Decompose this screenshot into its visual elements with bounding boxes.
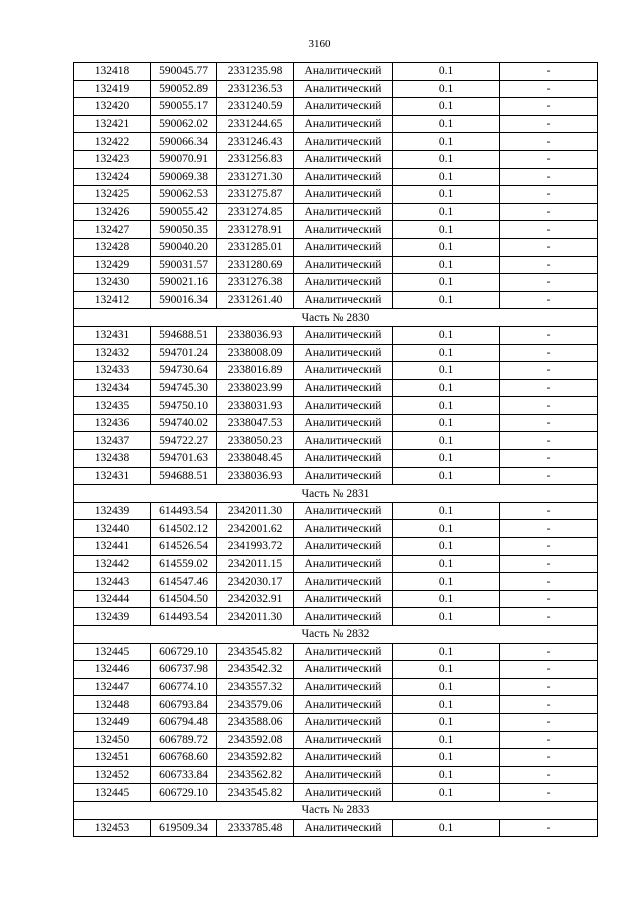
x-coordinate-cell: 590055.17 [151, 98, 217, 116]
table-row [74, 696, 598, 714]
y-coordinate-cell: 2331276.38 [217, 274, 294, 292]
method-cell: Аналитический [294, 573, 393, 591]
note-cell: - [500, 326, 598, 344]
method-cell: Аналитический [294, 221, 393, 239]
accuracy-cell: 0.1 [393, 766, 500, 784]
y-coordinate-cell: 2343545.82 [217, 784, 294, 802]
table-row [74, 432, 598, 450]
accuracy-cell: 0.1 [393, 397, 500, 415]
method-cell: Аналитический [294, 661, 393, 679]
y-coordinate-cell: 2342011.15 [217, 555, 294, 573]
y-coordinate-cell: 2342011.30 [217, 502, 294, 520]
method-cell: Аналитический [294, 784, 393, 802]
point-id-cell: 132443 [74, 573, 151, 591]
table-row [74, 326, 598, 344]
method-cell: Аналитический [294, 502, 393, 520]
table-row [74, 784, 598, 802]
method-cell: Аналитический [294, 432, 393, 450]
note-cell: - [500, 749, 598, 767]
note-cell: - [500, 573, 598, 591]
method-cell: Аналитический [294, 766, 393, 784]
x-coordinate-cell: 590021.16 [151, 274, 217, 292]
table-row [74, 186, 598, 204]
note-cell: - [500, 766, 598, 784]
accuracy-cell: 0.1 [393, 502, 500, 520]
x-coordinate-cell: 606729.10 [151, 643, 217, 661]
method-cell: Аналитический [294, 749, 393, 767]
x-coordinate-cell: 594750.10 [151, 397, 217, 415]
y-coordinate-cell: 2338036.93 [217, 467, 294, 485]
point-id-cell: 132419 [74, 80, 151, 98]
x-coordinate-cell: 590050.35 [151, 221, 217, 239]
table-row [74, 749, 598, 767]
note-cell: - [500, 221, 598, 239]
point-id-cell: 132423 [74, 150, 151, 168]
accuracy-cell: 0.1 [393, 238, 500, 256]
x-coordinate-cell: 590062.53 [151, 186, 217, 204]
method-cell: Аналитический [294, 520, 393, 538]
table-row [74, 203, 598, 221]
x-coordinate-cell: 590016.34 [151, 291, 217, 309]
x-coordinate-cell: 590066.34 [151, 133, 217, 151]
table-row [74, 414, 598, 432]
note-cell: - [500, 63, 598, 81]
table-row [74, 362, 598, 380]
point-id-cell: 132439 [74, 502, 151, 520]
y-coordinate-cell: 2343562.82 [217, 766, 294, 784]
note-cell: - [500, 238, 598, 256]
note-cell: - [500, 678, 598, 696]
note-cell: - [500, 168, 598, 186]
x-coordinate-cell: 606789.72 [151, 731, 217, 749]
coordinates-table [73, 62, 598, 837]
point-id-cell: 132448 [74, 696, 151, 714]
x-coordinate-cell: 590069.38 [151, 168, 217, 186]
y-coordinate-cell: 2338036.93 [217, 326, 294, 344]
page-number: 3160 [308, 38, 331, 50]
method-cell: Аналитический [294, 379, 393, 397]
point-id-cell: 132427 [74, 221, 151, 239]
point-id-cell: 132445 [74, 643, 151, 661]
table-row [74, 274, 598, 292]
table-row [74, 643, 598, 661]
table-row [74, 713, 598, 731]
x-coordinate-cell: 594701.24 [151, 344, 217, 362]
note-cell: - [500, 555, 598, 573]
x-coordinate-cell: 606737.98 [151, 661, 217, 679]
method-cell: Аналитический [294, 238, 393, 256]
accuracy-cell: 0.1 [393, 98, 500, 116]
note-cell: - [500, 713, 598, 731]
accuracy-cell: 0.1 [393, 608, 500, 626]
accuracy-cell: 0.1 [393, 450, 500, 468]
accuracy-cell: 0.1 [393, 573, 500, 591]
point-id-cell: 132421 [74, 115, 151, 133]
accuracy-cell: 0.1 [393, 326, 500, 344]
method-cell: Аналитический [294, 608, 393, 626]
note-cell: - [500, 115, 598, 133]
accuracy-cell: 0.1 [393, 256, 500, 274]
note-cell: - [500, 520, 598, 538]
note-cell: - [500, 256, 598, 274]
y-coordinate-cell: 2343542.32 [217, 661, 294, 679]
accuracy-cell: 0.1 [393, 344, 500, 362]
x-coordinate-cell: 606729.10 [151, 784, 217, 802]
x-coordinate-cell: 606794.48 [151, 713, 217, 731]
y-coordinate-cell: 2331285.01 [217, 238, 294, 256]
note-cell: - [500, 133, 598, 151]
method-cell: Аналитический [294, 643, 393, 661]
x-coordinate-cell: 590045.77 [151, 63, 217, 81]
accuracy-cell: 0.1 [393, 467, 500, 485]
accuracy-cell: 0.1 [393, 168, 500, 186]
point-id-cell: 132444 [74, 590, 151, 608]
point-id-cell: 132424 [74, 168, 151, 186]
x-coordinate-cell: 614493.54 [151, 608, 217, 626]
y-coordinate-cell: 2331246.43 [217, 133, 294, 151]
section-header-row [74, 485, 598, 503]
x-coordinate-cell: 606733.84 [151, 766, 217, 784]
x-coordinate-cell: 614502.12 [151, 520, 217, 538]
accuracy-cell: 0.1 [393, 414, 500, 432]
y-coordinate-cell: 2343588.06 [217, 713, 294, 731]
method-cell: Аналитический [294, 133, 393, 151]
table-row [74, 502, 598, 520]
point-id-cell: 132440 [74, 520, 151, 538]
accuracy-cell: 0.1 [393, 520, 500, 538]
y-coordinate-cell: 2331261.40 [217, 291, 294, 309]
point-id-cell: 132435 [74, 397, 151, 415]
x-coordinate-cell: 614547.46 [151, 573, 217, 591]
y-coordinate-cell: 2331271.30 [217, 168, 294, 186]
point-id-cell: 132434 [74, 379, 151, 397]
accuracy-cell: 0.1 [393, 555, 500, 573]
table-row [74, 678, 598, 696]
point-id-cell: 132446 [74, 661, 151, 679]
method-cell: Аналитический [294, 80, 393, 98]
point-id-cell: 132450 [74, 731, 151, 749]
table-row [74, 731, 598, 749]
note-cell: - [500, 643, 598, 661]
x-coordinate-cell: 590040.20 [151, 238, 217, 256]
x-coordinate-cell: 594688.51 [151, 467, 217, 485]
accuracy-cell: 0.1 [393, 221, 500, 239]
note-cell: - [500, 450, 598, 468]
accuracy-cell: 0.1 [393, 203, 500, 221]
accuracy-cell: 0.1 [393, 643, 500, 661]
note-cell: - [500, 819, 598, 837]
method-cell: Аналитический [294, 696, 393, 714]
method-cell: Аналитический [294, 256, 393, 274]
table-row [74, 661, 598, 679]
point-id-cell: 132441 [74, 538, 151, 556]
accuracy-cell: 0.1 [393, 784, 500, 802]
table-row [74, 133, 598, 151]
y-coordinate-cell: 2331278.91 [217, 221, 294, 239]
y-coordinate-cell: 2338047.53 [217, 414, 294, 432]
x-coordinate-cell: 614526.54 [151, 538, 217, 556]
section-header-row [74, 309, 598, 327]
note-cell: - [500, 432, 598, 450]
accuracy-cell: 0.1 [393, 538, 500, 556]
table-row [74, 520, 598, 538]
note-cell: - [500, 150, 598, 168]
section-header-label: Часть № 2833 [74, 801, 598, 819]
y-coordinate-cell: 2331274.85 [217, 203, 294, 221]
method-cell: Аналитический [294, 713, 393, 731]
point-id-cell: 132432 [74, 344, 151, 362]
accuracy-cell: 0.1 [393, 291, 500, 309]
note-cell: - [500, 608, 598, 626]
method-cell: Аналитический [294, 555, 393, 573]
accuracy-cell: 0.1 [393, 362, 500, 380]
y-coordinate-cell: 2342030.17 [217, 573, 294, 591]
y-coordinate-cell: 2343579.06 [217, 696, 294, 714]
point-id-cell: 132437 [74, 432, 151, 450]
note-cell: - [500, 696, 598, 714]
y-coordinate-cell: 2343592.82 [217, 749, 294, 767]
method-cell: Аналитический [294, 397, 393, 415]
y-coordinate-cell: 2331235.98 [217, 63, 294, 81]
note-cell: - [500, 502, 598, 520]
point-id-cell: 132433 [74, 362, 151, 380]
x-coordinate-cell: 594745.30 [151, 379, 217, 397]
y-coordinate-cell: 2331236.53 [217, 80, 294, 98]
table-row [74, 467, 598, 485]
table-row [74, 98, 598, 116]
accuracy-cell: 0.1 [393, 379, 500, 397]
point-id-cell: 132449 [74, 713, 151, 731]
y-coordinate-cell: 2338031.93 [217, 397, 294, 415]
point-id-cell: 132422 [74, 133, 151, 151]
method-cell: Аналитический [294, 150, 393, 168]
note-cell: - [500, 291, 598, 309]
section-header-label: Часть № 2830 [74, 309, 598, 327]
table-row [74, 538, 598, 556]
x-coordinate-cell: 590031.57 [151, 256, 217, 274]
method-cell: Аналитический [294, 291, 393, 309]
table-row [74, 397, 598, 415]
accuracy-cell: 0.1 [393, 661, 500, 679]
table-row [74, 379, 598, 397]
point-id-cell: 132431 [74, 326, 151, 344]
note-cell: - [500, 731, 598, 749]
method-cell: Аналитический [294, 203, 393, 221]
table-row [74, 573, 598, 591]
x-coordinate-cell: 614493.54 [151, 502, 217, 520]
table-row [74, 221, 598, 239]
accuracy-cell: 0.1 [393, 713, 500, 731]
method-cell: Аналитический [294, 326, 393, 344]
method-cell: Аналитический [294, 98, 393, 116]
note-cell: - [500, 344, 598, 362]
y-coordinate-cell: 2342011.30 [217, 608, 294, 626]
table-row [74, 256, 598, 274]
table-row [74, 291, 598, 309]
coordinates-table-body [74, 63, 598, 837]
x-coordinate-cell: 594730.64 [151, 362, 217, 380]
table-row [74, 344, 598, 362]
accuracy-cell: 0.1 [393, 432, 500, 450]
note-cell: - [500, 590, 598, 608]
x-coordinate-cell: 619509.34 [151, 819, 217, 837]
table-row [74, 766, 598, 784]
x-coordinate-cell: 606774.10 [151, 678, 217, 696]
x-coordinate-cell: 614504.50 [151, 590, 217, 608]
point-id-cell: 132429 [74, 256, 151, 274]
accuracy-cell: 0.1 [393, 115, 500, 133]
x-coordinate-cell: 614559.02 [151, 555, 217, 573]
accuracy-cell: 0.1 [393, 819, 500, 837]
method-cell: Аналитический [294, 63, 393, 81]
accuracy-cell: 0.1 [393, 749, 500, 767]
point-id-cell: 132431 [74, 467, 151, 485]
point-id-cell: 132439 [74, 608, 151, 626]
note-cell: - [500, 362, 598, 380]
method-cell: Аналитический [294, 168, 393, 186]
table-row [74, 80, 598, 98]
method-cell: Аналитический [294, 538, 393, 556]
point-id-cell: 132426 [74, 203, 151, 221]
method-cell: Аналитический [294, 362, 393, 380]
accuracy-cell: 0.1 [393, 133, 500, 151]
section-header-row [74, 626, 598, 644]
point-id-cell: 132452 [74, 766, 151, 784]
method-cell: Аналитический [294, 590, 393, 608]
method-cell: Аналитический [294, 467, 393, 485]
section-header-label: Часть № 2832 [74, 626, 598, 644]
y-coordinate-cell: 2333785.48 [217, 819, 294, 837]
x-coordinate-cell: 594722.27 [151, 432, 217, 450]
y-coordinate-cell: 2343592.08 [217, 731, 294, 749]
accuracy-cell: 0.1 [393, 80, 500, 98]
point-id-cell: 132445 [74, 784, 151, 802]
method-cell: Аналитический [294, 274, 393, 292]
table-row [74, 555, 598, 573]
y-coordinate-cell: 2331280.69 [217, 256, 294, 274]
y-coordinate-cell: 2342032.91 [217, 590, 294, 608]
note-cell: - [500, 538, 598, 556]
method-cell: Аналитический [294, 186, 393, 204]
point-id-cell: 132453 [74, 819, 151, 837]
y-coordinate-cell: 2342001.62 [217, 520, 294, 538]
y-coordinate-cell: 2341993.72 [217, 538, 294, 556]
note-cell: - [500, 784, 598, 802]
point-id-cell: 132447 [74, 678, 151, 696]
y-coordinate-cell: 2331240.59 [217, 98, 294, 116]
table-row [74, 819, 598, 837]
x-coordinate-cell: 594701.63 [151, 450, 217, 468]
y-coordinate-cell: 2331256.83 [217, 150, 294, 168]
y-coordinate-cell: 2338023.99 [217, 379, 294, 397]
note-cell: - [500, 80, 598, 98]
x-coordinate-cell: 590052.89 [151, 80, 217, 98]
method-cell: Аналитический [294, 414, 393, 432]
y-coordinate-cell: 2338016.89 [217, 362, 294, 380]
section-header-row [74, 801, 598, 819]
note-cell: - [500, 203, 598, 221]
point-id-cell: 132436 [74, 414, 151, 432]
x-coordinate-cell: 594688.51 [151, 326, 217, 344]
point-id-cell: 132451 [74, 749, 151, 767]
y-coordinate-cell: 2343557.32 [217, 678, 294, 696]
point-id-cell: 132442 [74, 555, 151, 573]
y-coordinate-cell: 2343545.82 [217, 643, 294, 661]
section-header-label: Часть № 2831 [74, 485, 598, 503]
note-cell: - [500, 379, 598, 397]
point-id-cell: 132430 [74, 274, 151, 292]
x-coordinate-cell: 606793.84 [151, 696, 217, 714]
point-id-cell: 132420 [74, 98, 151, 116]
method-cell: Аналитический [294, 344, 393, 362]
table-row [74, 608, 598, 626]
method-cell: Аналитический [294, 678, 393, 696]
point-id-cell: 132418 [74, 63, 151, 81]
accuracy-cell: 0.1 [393, 63, 500, 81]
y-coordinate-cell: 2338050.23 [217, 432, 294, 450]
table-row [74, 450, 598, 468]
point-id-cell: 132425 [74, 186, 151, 204]
accuracy-cell: 0.1 [393, 590, 500, 608]
x-coordinate-cell: 594740.02 [151, 414, 217, 432]
accuracy-cell: 0.1 [393, 274, 500, 292]
table-row [74, 590, 598, 608]
method-cell: Аналитический [294, 731, 393, 749]
point-id-cell: 132438 [74, 450, 151, 468]
y-coordinate-cell: 2338048.45 [217, 450, 294, 468]
table-row [74, 168, 598, 186]
x-coordinate-cell: 606768.60 [151, 749, 217, 767]
table-row [74, 63, 598, 81]
note-cell: - [500, 98, 598, 116]
x-coordinate-cell: 590062.02 [151, 115, 217, 133]
accuracy-cell: 0.1 [393, 731, 500, 749]
y-coordinate-cell: 2338008.09 [217, 344, 294, 362]
note-cell: - [500, 186, 598, 204]
table-row [74, 238, 598, 256]
accuracy-cell: 0.1 [393, 678, 500, 696]
method-cell: Аналитический [294, 819, 393, 837]
note-cell: - [500, 467, 598, 485]
accuracy-cell: 0.1 [393, 150, 500, 168]
point-id-cell: 132428 [74, 238, 151, 256]
y-coordinate-cell: 2331244.65 [217, 115, 294, 133]
table-row [74, 115, 598, 133]
method-cell: Аналитический [294, 450, 393, 468]
point-id-cell: 132412 [74, 291, 151, 309]
note-cell: - [500, 274, 598, 292]
note-cell: - [500, 397, 598, 415]
method-cell: Аналитический [294, 115, 393, 133]
note-cell: - [500, 414, 598, 432]
y-coordinate-cell: 2331275.87 [217, 186, 294, 204]
x-coordinate-cell: 590070.91 [151, 150, 217, 168]
accuracy-cell: 0.1 [393, 186, 500, 204]
note-cell: - [500, 661, 598, 679]
x-coordinate-cell: 590055.42 [151, 203, 217, 221]
accuracy-cell: 0.1 [393, 696, 500, 714]
table-row [74, 150, 598, 168]
